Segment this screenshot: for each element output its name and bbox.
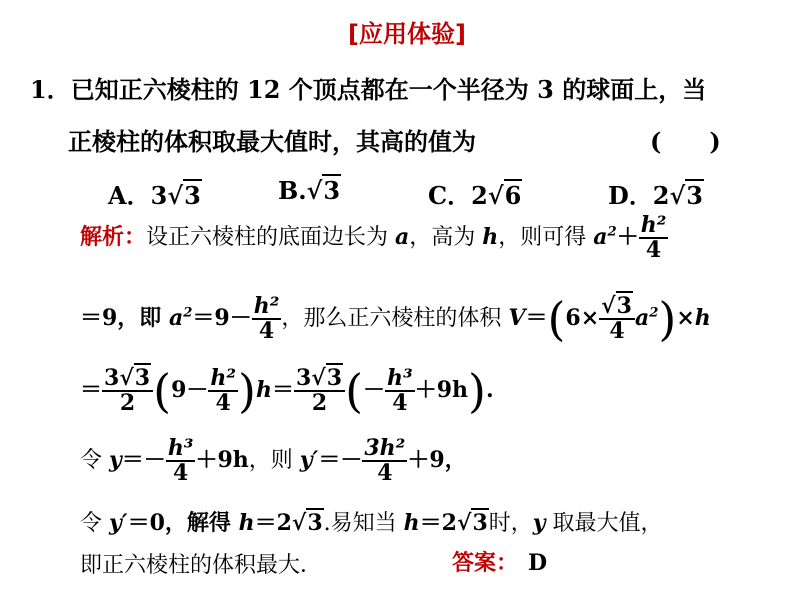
solution-text: ，高为 (409, 225, 483, 250)
solution-text: － (363, 377, 386, 403)
coefficient: 3 (295, 364, 312, 391)
denominator: 4 (639, 237, 669, 262)
solution-text: ，那么正六棱柱的体积 (281, 306, 509, 331)
solution-text: 令 (80, 448, 109, 473)
answer-value: D (528, 550, 548, 576)
solution-text: 设正六棱柱的底面边长为 (146, 225, 396, 250)
solution-text: ＝－ (121, 447, 166, 473)
option-a-radicand: 3 (184, 181, 201, 210)
var-y: y (109, 447, 122, 473)
solution-text: ＝9－ (192, 305, 252, 331)
solution-line-4 (80, 432, 467, 489)
solution-line-6 (80, 548, 322, 579)
option-c: C．2√6 (428, 181, 522, 210)
var-y-prime: y′ (109, 510, 128, 536)
question-text-1: 已知正六棱柱的 12 个顶点都在一个半径为 3 的球面上，当 (70, 75, 707, 104)
fraction-3h2-over-4 (362, 434, 407, 486)
question-number: 1． (30, 75, 71, 104)
denominator: 4 (599, 318, 635, 343)
solution-text: ＝ (525, 305, 548, 331)
fraction-3sqrt3-over-2: $\frac{3√3}{2}$ (102, 367, 153, 415)
option-b: B.√3 (278, 176, 341, 205)
option-c-label: C．2 (428, 181, 488, 210)
var-y: y (532, 510, 546, 536)
solution-text: ＝ (271, 377, 294, 403)
option-b-label: B. (278, 176, 307, 205)
radicand: 3 (326, 364, 343, 391)
solution-text: × (676, 305, 695, 331)
question-line-1 (30, 70, 706, 105)
solution-text: 取最大值， (545, 511, 663, 536)
radicand: 3 (472, 510, 488, 536)
numerator: h³ (387, 364, 413, 391)
solution-text: ＋9， (407, 447, 467, 473)
radicand: 3 (616, 292, 632, 319)
fraction-h3-over-4 (385, 364, 415, 416)
var-a: a (395, 224, 410, 250)
solution-text: ，则 (248, 448, 300, 473)
var-h: h (403, 510, 420, 536)
solution-text: ＝2 (254, 510, 292, 536)
solution-text: ＝ (80, 377, 103, 403)
solution-label: 解析： (80, 225, 147, 250)
answer-blank: ( ) (650, 127, 721, 156)
numerator: h² (253, 292, 280, 319)
solution-text: ＋9h (195, 447, 249, 473)
solution-text: 时， (488, 511, 533, 536)
fraction-h2-over-4 (208, 364, 238, 416)
denominator: 2 (294, 390, 345, 415)
question-line-2 (68, 122, 476, 157)
solution-text: . (485, 377, 494, 403)
solution-text: 即正六棱柱的体积最大． (80, 553, 323, 578)
coefficient: 3 (104, 364, 120, 391)
denominator: 4 (166, 460, 196, 485)
var-v: V (508, 305, 526, 331)
denominator: 4 (208, 390, 238, 415)
option-c-radicand: 6 (504, 181, 522, 210)
var-y-prime: y′ (299, 447, 319, 473)
option-d-radicand: 3 (686, 181, 703, 210)
radicand: 3 (134, 364, 151, 391)
fraction-h2-over-4 (639, 211, 669, 263)
solution-text: ，则可得 (498, 225, 594, 250)
numerator: h² (640, 211, 667, 238)
var-h: h (255, 377, 272, 403)
solution-text: ＝－ (318, 447, 363, 473)
solution-text: ＝2 (419, 510, 457, 536)
denominator: 2 (102, 390, 153, 415)
radicand: 3 (307, 510, 323, 536)
solution-text: ＝9，即 (80, 305, 169, 331)
solution-line-2: ＝9，即 $a^2=9-$ $\frac{\text{h²}}{4}$ ，那么正六棱柱的体积 V＝(6× $\frac{√3}{4}$ $a^2)\times h$ (80, 292, 711, 346)
solution-text: 6× (565, 305, 600, 331)
question-text-2: 正棱柱的体积取最大值时，其高的值为 (68, 127, 476, 156)
denominator: 4 (385, 390, 415, 415)
solution-text: 令 (80, 511, 109, 536)
solution-line-5: 令 y′＝0，解得 h＝2√3.易知当 h＝2√3时，y 取最大值， (80, 510, 663, 536)
var-h: h (694, 305, 711, 331)
fraction-sqrt3-over-4: $\frac{√3}{4}$ (599, 295, 635, 343)
numerator: h³ (167, 434, 194, 461)
denominator: 4 (252, 318, 282, 343)
numerator: 3h² (364, 434, 406, 461)
section-title: [应用体验] (348, 20, 466, 48)
fraction-h2-over-4 (252, 292, 282, 344)
option-a: A．3√3 (108, 181, 201, 210)
option-b-radicand: 3 (323, 176, 341, 205)
option-d-label: D．2 (608, 181, 670, 210)
solution-line-3: ＝ $\frac{3√3}{2}$ (9－ $\frac{\text{h²}}{4}$ )h＝ $\frac{3√3}{2}$ (－ $\frac{\text{h³}}{4}$ ＋9h). (80, 364, 494, 418)
solution-text: ＋9h (414, 377, 468, 403)
denominator: 4 (362, 460, 407, 485)
option-a-label: A．3 (108, 181, 168, 210)
solution-text: 9－ (171, 377, 209, 403)
solution-text: .易知当 (323, 511, 404, 536)
fraction-h3-over-4 (166, 434, 196, 486)
option-d: D．2√3 (608, 181, 703, 210)
solution-line-1: 解析：设正六棱柱的底面边长为 a，高为 h，则可得 $a^2+$ $\frac{\text{h²}}{4}$ (80, 211, 667, 263)
numerator: h² (210, 364, 237, 391)
fraction-3sqrt3-over-2: $\frac{3√3}{2}$ (294, 367, 345, 415)
var-h: h (482, 224, 499, 250)
solution-text: ＝0，解得 (127, 510, 239, 536)
answer (452, 546, 547, 577)
answer-label: 答案： (452, 551, 519, 576)
var-h: h (238, 510, 255, 536)
